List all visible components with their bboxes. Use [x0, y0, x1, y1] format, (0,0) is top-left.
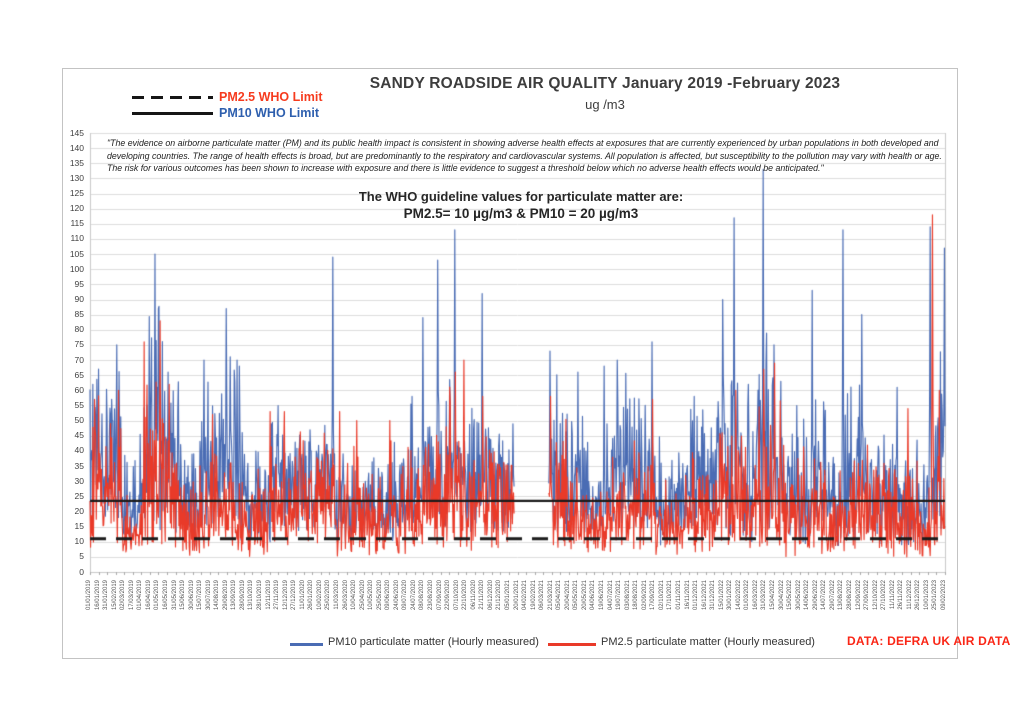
pm10-limit-label: PM10 WHO Limit [219, 106, 320, 120]
x-tick-label: 16/05/2019 [162, 580, 169, 611]
y-tick-label: 105 [69, 248, 84, 259]
who-guideline-heading: The WHO guideline values for particulate matter are: [358, 189, 684, 204]
x-tick-label: 31/03/2022 [761, 580, 768, 611]
x-tick-label: 17/10/2021 [667, 580, 674, 611]
x-tick-label: 12/11/2019 [265, 580, 272, 610]
who-limit-legend [132, 90, 352, 130]
title-block [345, 75, 865, 112]
x-tick-label: 12/09/2022 [855, 580, 862, 611]
who-health-quote: "The evidence on airborne particulate matter (PM) and its public health impact is consistent in showing adverse health effects at exposures that are currently experienced by urban populations in both developed and developing countries. The range of health effects is broad, but are predominantly to the respiratory and cardiovascular systems. All population is affected, but susceptibility to the pollution may vary with health or age. The risk for various outcomes has been shown to increase with exposure and there is little evidence to suggest a threshold below which no adverse health effects would be anticipated." [107, 138, 942, 174]
x-tick-label: 25/02/2020 [325, 580, 332, 611]
x-tick-label: 01/01/2019 [86, 580, 92, 611]
x-tick-label: 27/09/2022 [864, 580, 871, 611]
y-tick-label: 65 [74, 369, 84, 380]
x-tick-label: 07/09/2020 [436, 580, 443, 611]
x-tick-label: 06/03/2021 [539, 580, 546, 611]
x-tick-label: 19/06/2021 [599, 580, 605, 611]
x-tick-label: 30/05/2022 [795, 580, 802, 611]
y-tick-label: 135 [69, 157, 84, 168]
x-tick-label: 21/11/2020 [479, 580, 486, 610]
x-tick-label: 28/09/2019 [239, 580, 246, 611]
y-tick-label: 140 [69, 142, 84, 153]
x-tick-label: 06/12/2020 [487, 580, 494, 611]
chart-units-subtitle: ug /m3 [585, 97, 625, 112]
x-tick-label: 04/07/2021 [607, 580, 614, 611]
x-tick-label: 11/01/2020 [299, 580, 306, 610]
x-tick-label: 05/01/2021 [504, 580, 511, 611]
x-tick-label: 15/04/2022 [770, 580, 776, 611]
y-tick-label: 100 [69, 263, 84, 274]
x-tick-label: 28/08/2022 [846, 580, 853, 611]
x-tick-label: 25/01/2023 [932, 580, 939, 611]
pm25-series-label: PM2.5 particulate matter (Hourly measured) [601, 636, 815, 648]
x-tick-label: 12/10/2022 [872, 580, 879, 611]
x-tick-label: 17/09/2021 [650, 580, 657, 611]
x-tick-label: 27/12/2019 [291, 580, 298, 611]
x-tick-label: 05/04/2021 [556, 580, 563, 611]
x-tick-label: 16/11/2021 [684, 580, 691, 610]
x-tick-label: 21/12/2020 [496, 580, 503, 611]
x-tick-label: 06/11/2020 [470, 580, 477, 610]
x-tick-label: 22/09/2020 [445, 580, 452, 611]
y-tick-label: 125 [69, 188, 84, 199]
pm10-limit-line-sample [132, 112, 213, 115]
x-tick-label: 01/03/2022 [744, 580, 751, 611]
x-tick-label: 17/03/2019 [128, 580, 135, 611]
y-tick-label: 130 [69, 172, 84, 183]
y-tick-label: 0 [79, 566, 84, 577]
x-tick-label: 15/01/2022 [718, 580, 725, 611]
y-tick-label: 10 [74, 536, 84, 547]
x-tick-label: 10/05/2020 [368, 580, 375, 611]
x-tick-label: 25/04/2020 [359, 580, 366, 611]
y-tick-label: 120 [69, 203, 84, 214]
x-tick-label: 26/11/2022 [898, 580, 905, 610]
x-tick-label: 29/08/2019 [222, 580, 229, 611]
y-tick-label: 75 [74, 339, 84, 350]
x-tick-label: 30/01/2022 [727, 580, 734, 611]
y-tick-label: 115 [70, 218, 84, 229]
y-tick-label: 25 [74, 490, 84, 501]
x-tick-label: 14/06/2022 [804, 580, 811, 611]
x-tick-label: 04/02/2021 [522, 580, 529, 611]
y-tick-label: 70 [74, 354, 84, 365]
x-tick-label: 07/10/2020 [453, 580, 460, 611]
data-source-note: DATA: DEFRA UK AIR DATA [847, 634, 1011, 648]
x-tick-label: 26/12/2022 [915, 580, 922, 611]
who-guideline-values: PM2.5= 10 µg/m3 & PM10 = 20 µg/m3 [403, 206, 639, 221]
x-tick-label: 02/10/2021 [658, 580, 665, 611]
x-tick-label: 16/12/2021 [701, 580, 708, 611]
x-tick-label: 13/09/2019 [231, 580, 238, 611]
x-tick-label: 26/01/2020 [308, 580, 315, 611]
x-tick-label: 15/05/2022 [787, 580, 794, 611]
x-tick-label: 11/12/2022 [906, 580, 913, 610]
x-tick-label: 04/06/2021 [590, 580, 597, 611]
x-tick-label: 10/01/2023 [923, 580, 930, 611]
x-tick-label: 31/01/2019 [103, 580, 110, 611]
x-tick-label: 05/05/2021 [573, 580, 580, 611]
y-tick-label: 35 [74, 460, 84, 471]
x-tick-label: 10/02/2020 [316, 580, 323, 611]
x-tick-label: 31/05/2019 [171, 580, 178, 611]
x-tick-label: 27/10/2022 [881, 580, 888, 611]
x-tick-label: 14/02/2022 [735, 580, 742, 611]
y-tick-label: 30 [74, 475, 84, 486]
x-tick-label: 30/06/2019 [188, 580, 195, 611]
x-tick-label: 02/09/2021 [641, 580, 648, 611]
y-tick-label: 5 [79, 551, 84, 562]
x-tick-label: 31/12/2021 [710, 580, 717, 611]
y-tick-label: 40 [74, 445, 84, 456]
x-tick-label: 24/06/2020 [393, 580, 400, 611]
chart-title: SANDY ROADSIDE AIR QUALITY January 2019 -February 2023 [369, 75, 841, 92]
x-tick-label: 03/08/2021 [624, 580, 631, 611]
y-tick-label: 60 [74, 384, 84, 395]
x-tick-label: 20/01/2021 [513, 580, 520, 611]
y-tick-label: 145 [69, 127, 84, 138]
y-tick-label: 80 [74, 324, 84, 335]
y-tick-label: 20 [74, 505, 84, 516]
x-tick-label: 01/11/2021 [675, 580, 682, 610]
pm25-limit-line-sample [132, 96, 213, 99]
x-tick-label: 01/04/2019 [137, 580, 144, 611]
x-tick-label: 15/06/2019 [180, 580, 187, 611]
x-tick-label: 15/02/2019 [111, 580, 118, 611]
y-tick-label: 110 [70, 233, 84, 244]
x-tick-label: 08/08/2020 [419, 580, 426, 611]
y-tick-label: 55 [74, 399, 84, 410]
x-tick-label: 15/07/2019 [197, 580, 204, 611]
x-tick-label: 16/04/2019 [145, 580, 152, 611]
x-tick-label: 20/04/2021 [564, 580, 571, 611]
x-tick-label: 27/11/2019 [274, 580, 281, 610]
x-tick-label: 16/01/2019 [94, 580, 101, 611]
x-tick-label: 30/07/2019 [205, 580, 212, 611]
y-tick-label: 85 [74, 309, 84, 320]
y-tick-label: 50 [74, 415, 84, 426]
x-tick-label: 21/03/2021 [547, 580, 554, 611]
x-tick-label: 14/07/2022 [821, 580, 828, 611]
x-tick-label: 11/03/2020 [333, 580, 340, 610]
x-tick-label: 09/07/2020 [402, 580, 409, 611]
x-tick-label: 18/08/2021 [633, 580, 640, 611]
x-tick-label: 19/07/2021 [616, 580, 623, 611]
y-tick-label: 95 [74, 278, 84, 289]
x-tick-label: 30/04/2022 [778, 580, 785, 611]
x-tick-label: 09/06/2020 [385, 580, 392, 611]
x-tick-label: 20/05/2021 [581, 580, 588, 611]
x-tick-label: 28/10/2019 [257, 580, 263, 611]
x-tick-label: 26/03/2020 [342, 580, 349, 611]
x-tick-label: 22/10/2020 [462, 580, 469, 611]
x-tick-label: 01/05/2019 [154, 580, 161, 611]
x-tick-label: 14/08/2019 [214, 580, 221, 611]
y-tick-label: 45 [74, 430, 84, 441]
x-tick-label: 16/03/2022 [752, 580, 759, 611]
pm25-limit-label: PM2.5 WHO Limit [219, 90, 323, 104]
x-tick-label: 24/07/2020 [410, 580, 417, 611]
who-guideline-note [221, 189, 821, 221]
x-tick-label: 12/12/2019 [282, 580, 289, 611]
x-tick-label: 01/12/2021 [693, 580, 700, 611]
x-tick-label: 13/08/2022 [838, 580, 845, 611]
x-tick-label: 29/06/2022 [812, 580, 819, 611]
x-tick-label: 09/02/2023 [941, 580, 947, 611]
x-tick-label: 25/05/2020 [376, 580, 383, 611]
x-tick-label: 19/02/2021 [530, 580, 537, 611]
pm10-series-label: PM10 particulate matter (Hourly measured) [328, 636, 539, 648]
y-tick-label: 90 [74, 294, 84, 305]
x-tick-label: 29/07/2022 [829, 580, 836, 611]
x-tick-label: 10/04/2020 [351, 580, 358, 611]
y-tick-label: 15 [74, 521, 84, 532]
x-tick-label: 13/10/2019 [248, 580, 255, 611]
x-tick-label: 23/08/2020 [428, 580, 434, 611]
x-tick-label: 11/11/2022 [889, 580, 896, 610]
x-tick-label: 02/03/2019 [120, 580, 127, 611]
